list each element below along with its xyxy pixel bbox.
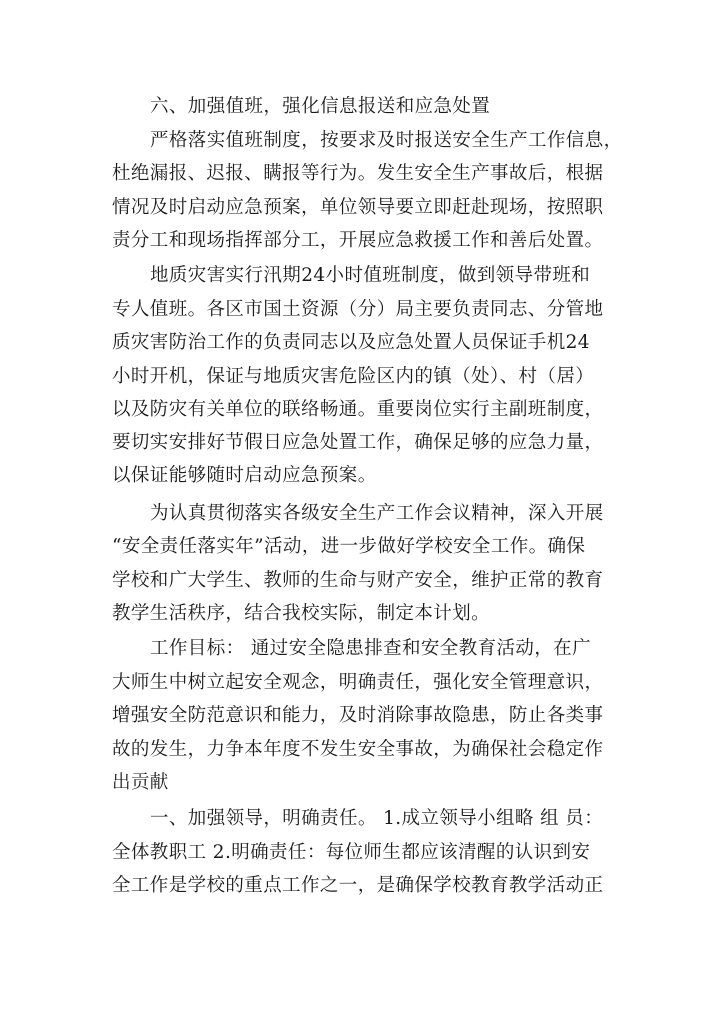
- paragraph-line: 专人值班。各区市国土资源（分）局主要负责同志、分管地: [112, 299, 604, 320]
- paragraph-line: 杜绝漏报、迟报、瞒报等行为。发生安全生产事故后，根据: [112, 163, 604, 184]
- paragraph-line: 出贡献: [112, 772, 169, 793]
- paragraph-line: “安全责任落实年”活动，进一步做好学校安全工作。确保: [112, 536, 586, 557]
- paragraph-line: 以及防灾有关单位的联络畅通。重要岗位实行主副班制度，: [112, 399, 604, 420]
- paragraph-line: 学校和广大学生、教师的生命与财产安全，维护正常的教育: [112, 570, 604, 591]
- paragraph-line: 全工作是学校的重点工作之一，是确保学校教育教学活动正: [112, 875, 604, 896]
- section-heading-duty: 六、加强值班，强化信息报送和应急处置: [150, 96, 491, 117]
- paragraph-line: 质灾害防治工作的负责同志以及应急处置人员保证手机24: [112, 332, 590, 353]
- paragraph-line: 教学生活秩序，结合我校实际，制定本计划。: [112, 603, 491, 624]
- section-heading-leadership: 一、加强领导，明确责任。 1.成立领导小组略 组 员：: [150, 808, 604, 829]
- paragraph-line: 大师生中树立起安全观念，明确责任，强化安全管理意识，: [112, 672, 604, 693]
- paragraph-line: 为认真贯彻落实各级安全生产工作会议精神，深入开展: [150, 503, 604, 524]
- paragraph-line: 全体教职工 2.明确责任：每位师生都应该清醒的认识到安: [112, 842, 591, 863]
- paragraph-line: 要切实安排好节假日应急处置工作，确保足够的应急力量，: [112, 432, 604, 453]
- paragraph-line: 增强安全防范意识和能力，及时消除事故隐患，防止各类事: [112, 705, 604, 726]
- paragraph-line: 以保证能够随时启动应急预案。: [112, 465, 377, 486]
- paragraph-line: 故的发生，力争本年度不发生安全事故，为确保社会稳定作: [112, 739, 604, 760]
- paragraph-line: 严格落实值班制度，按要求及时报送安全生产工作信息，: [150, 130, 623, 151]
- paragraph-line: 情况及时启动应急预案，单位领导要立即赶赴现场，按照职: [112, 197, 604, 218]
- paragraph-line: 小时开机，保证与地质灾害危险区内的镇（处）、村（居）: [112, 366, 595, 387]
- paragraph-line: 责分工和现场指挥部分工，开展应急救援工作和善后处置。: [112, 230, 604, 251]
- paragraph-line: 地质灾害实行汛期24小时值班制度，做到领导带班和: [150, 265, 591, 286]
- work-goal-line: 工作目标： 通过安全隐患排查和安全教育活动，在广: [150, 638, 591, 659]
